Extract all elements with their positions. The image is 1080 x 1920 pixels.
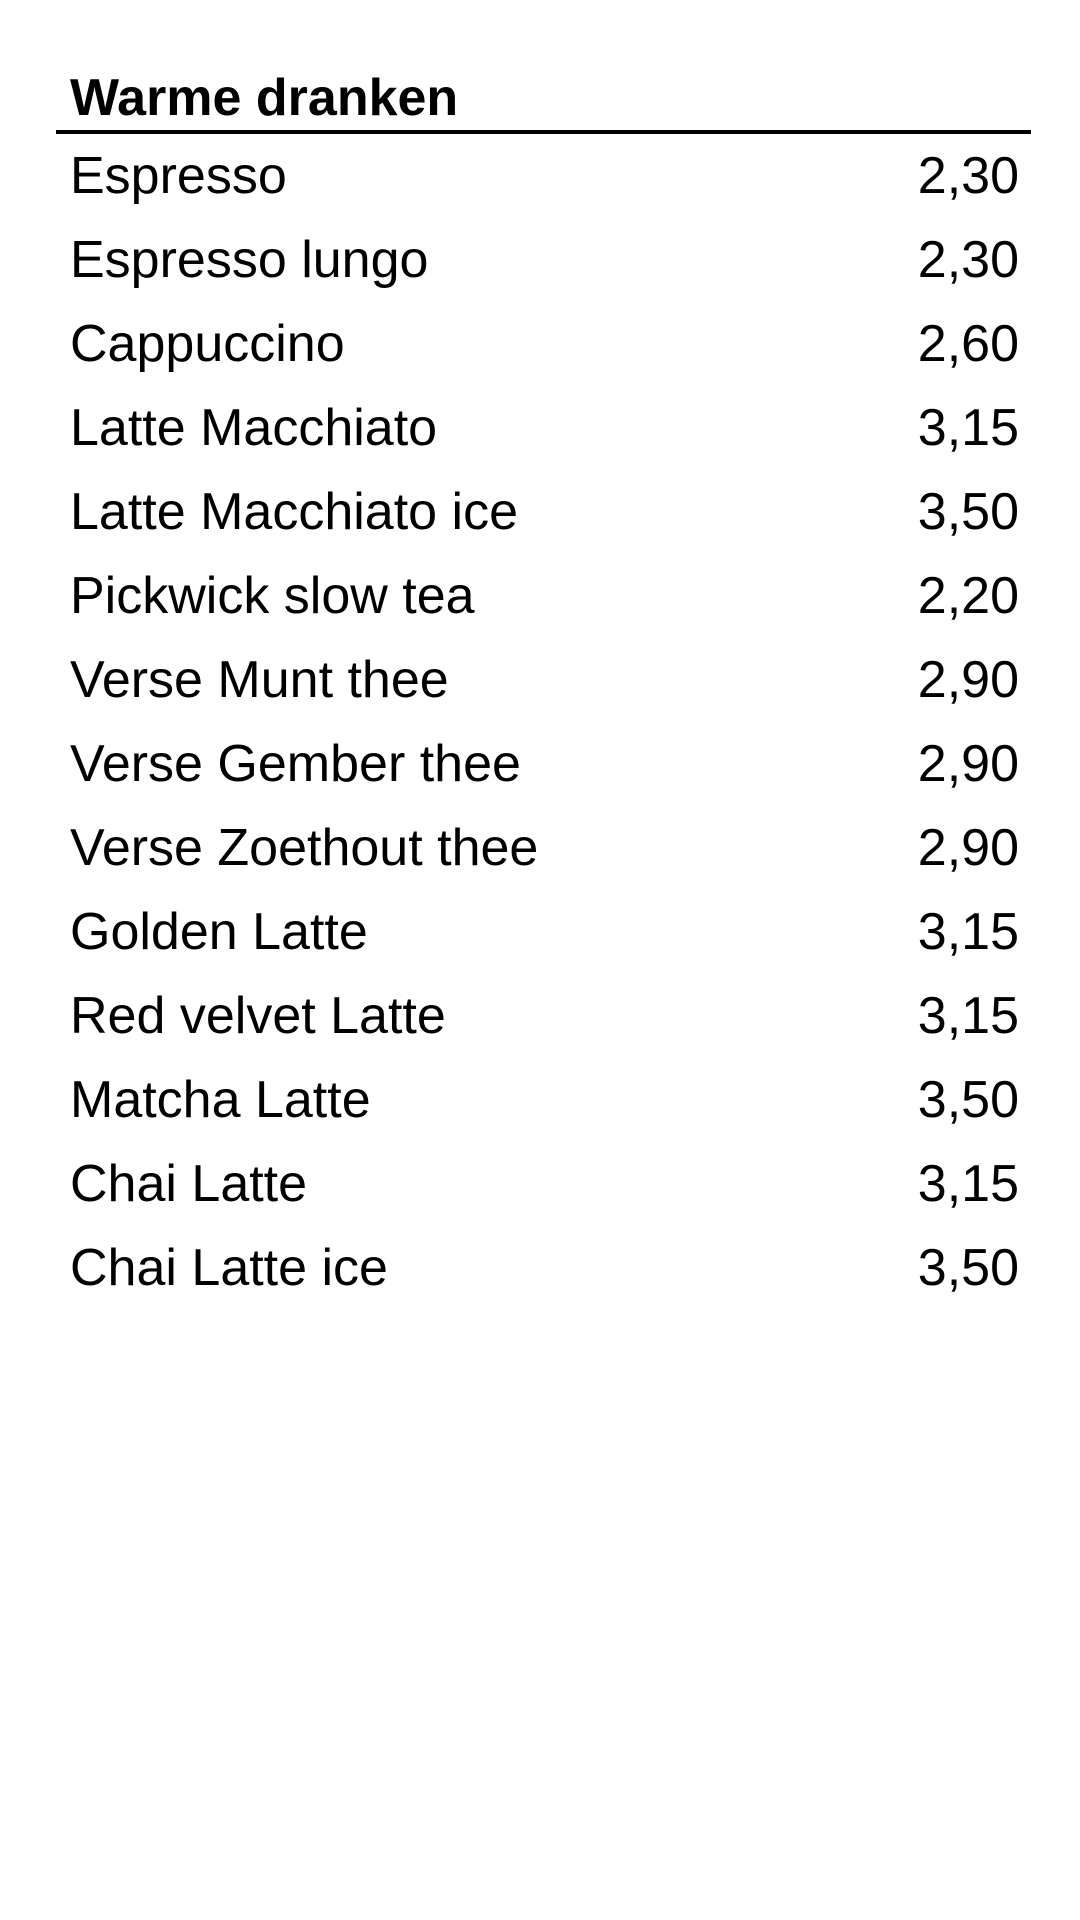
item-price: 3,15 bbox=[917, 1155, 1019, 1213]
menu-section bbox=[56, 58, 1031, 1310]
item-price: 2,30 bbox=[917, 147, 1019, 205]
menu-item bbox=[56, 806, 1031, 890]
item-price: 2,30 bbox=[917, 231, 1019, 289]
item-name: Verse Gember thee bbox=[70, 735, 521, 793]
item-name: Cappuccino bbox=[70, 315, 345, 373]
menu-item bbox=[56, 722, 1031, 806]
item-name: Verse Munt thee bbox=[70, 651, 449, 709]
item-price: 3,15 bbox=[917, 399, 1019, 457]
menu-item bbox=[56, 1142, 1031, 1226]
item-name: Golden Latte bbox=[70, 903, 368, 961]
item-name: Latte Macchiato ice bbox=[70, 483, 519, 541]
menu-item bbox=[56, 1058, 1031, 1142]
item-price: 2,20 bbox=[917, 567, 1019, 625]
item-price: 3,50 bbox=[917, 1239, 1019, 1297]
item-price: 3,15 bbox=[917, 903, 1019, 961]
menu-list bbox=[56, 134, 1031, 1310]
item-price: 2,90 bbox=[917, 819, 1019, 877]
item-name: Espresso bbox=[70, 147, 287, 205]
item-price: 3,50 bbox=[917, 1071, 1019, 1129]
item-price: 2,60 bbox=[917, 315, 1019, 373]
item-name: Matcha Latte bbox=[70, 1071, 371, 1129]
item-price: 3,50 bbox=[917, 483, 1019, 541]
menu-item bbox=[56, 386, 1031, 470]
item-price: 3,15 bbox=[917, 987, 1019, 1045]
item-name: Espresso lungo bbox=[70, 231, 429, 289]
menu-item bbox=[56, 470, 1031, 554]
menu-item bbox=[56, 302, 1031, 386]
item-name: Pickwick slow tea bbox=[70, 567, 475, 625]
menu-item bbox=[56, 554, 1031, 638]
item-name: Chai Latte ice bbox=[70, 1239, 388, 1297]
menu-title: Warme dranken bbox=[56, 58, 1031, 134]
menu-item bbox=[56, 974, 1031, 1058]
item-name: Red velvet Latte bbox=[70, 987, 446, 1045]
menu-item bbox=[56, 134, 1031, 218]
item-name: Verse Zoethout thee bbox=[70, 819, 539, 877]
item-name: Chai Latte bbox=[70, 1155, 308, 1213]
item-name: Latte Macchiato bbox=[70, 399, 438, 457]
menu-item bbox=[56, 638, 1031, 722]
item-price: 2,90 bbox=[917, 735, 1019, 793]
menu-item bbox=[56, 218, 1031, 302]
menu-item bbox=[56, 890, 1031, 974]
menu-item bbox=[56, 1226, 1031, 1310]
item-price: 2,90 bbox=[917, 651, 1019, 709]
